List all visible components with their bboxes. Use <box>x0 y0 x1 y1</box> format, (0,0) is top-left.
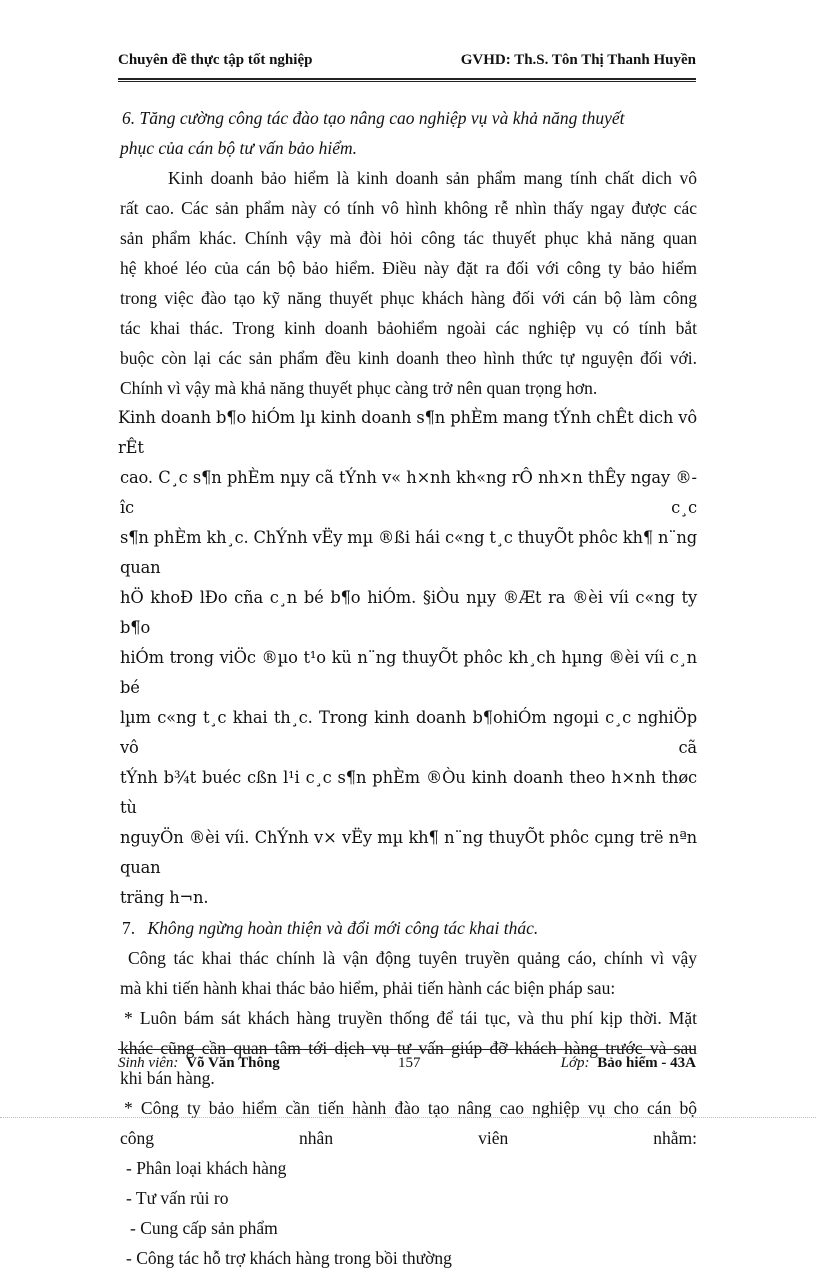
footer-student <box>118 1055 280 1072</box>
page-number: 157 <box>398 1055 421 1071</box>
section-6-paragraph-line: rất cao. Các sản phẩm này có tính vô hình không rễ nhìn thấy ngay được các <box>120 198 697 218</box>
bullet-1-line: khi bán hàng. <box>120 1068 215 1088</box>
section-7-intro-line: Công tác khai thác chính là vận động tuyên truyền quảng cáo, chính vì vậy <box>128 948 697 968</box>
garbled-paragraph-line: hiÓm trong viÖc ®µo t¹o kü n¨ng thuyÕt phôc kh¸ch hµng ®èi víi c¸n bé <box>120 648 697 697</box>
page-footer <box>118 1055 696 1075</box>
list-item: - Phân loại khách hàng <box>126 1158 287 1178</box>
section-7-heading <box>120 913 697 943</box>
garbled-paragraph-line: s¶n phÈm kh¸c. ChÝnh vËy mµ ®ßi hái c«ng t¸c thuyÕt phôc kh¶ n¨ng quan <box>120 528 697 577</box>
page-header <box>118 52 696 74</box>
footer-class-name: Bảo hiểm - 43A <box>597 1055 696 1071</box>
footer-class <box>561 1055 696 1072</box>
garbled-paragraph-line: nguyÖn ®èi víi. ChÝnh v× vËy mµ kh¶ n¨ng thuyÕt phôc cµng trë nªn quan <box>120 828 697 877</box>
garbled-paragraph-line: lµm c«ng t¸c khai th¸c. Trong kinh doanh b¶ohiÓm ngoµi c¸c nghiÖp vô cã <box>120 708 697 757</box>
header-advisor: GVHD: Th.S. Tôn Thị Thanh Huyền <box>460 52 696 68</box>
list-item: - Cung cấp sản phẩm <box>130 1218 278 1238</box>
footer-student-name: Võ Văn Thông <box>186 1055 280 1071</box>
page-edge-dotted-line <box>0 1117 816 1118</box>
list-item: - Tư vấn rủi ro <box>126 1188 229 1208</box>
section-6-paragraph-line: Chính vì vậy mà khả năng thuyết phục càng trở nên quan trọng hơn. <box>120 378 598 398</box>
list-item: - Công tác hỗ trợ khách hàng trong bồi thường <box>126 1248 452 1268</box>
garbled-paragraph-line: träng h¬n. <box>120 888 209 907</box>
page-body <box>120 103 697 1273</box>
section-7-number: 7. <box>122 918 136 938</box>
section-6-paragraph-line: hệ khoé léo của cán bộ bảo hiểm. Điều này đặt ra đối với công ty bảo hiểm <box>120 258 697 278</box>
bullet-2-line: * Công ty bảo hiểm cần tiến hành đào tạo nâng cao nghiệp vụ cho cán bộ <box>124 1098 697 1118</box>
section-7-intro-line: mà khi tiến hành khai thác bảo hiểm, phải tiến hành các biện pháp sau: <box>120 978 616 998</box>
footer-rule <box>118 1049 696 1050</box>
footer-student-label: Sinh viên: <box>118 1055 179 1071</box>
garbled-paragraph-line: Kinh doanh b¶o hiÓm lµ kinh doanh s¶n phÈm mang tÝnh chÊt dich vô rÊt <box>118 408 697 457</box>
section-6-paragraph-line: tác khai thác. Trong kinh doanh bảohiểm ngoài các nghiệp vụ có tính bắt <box>120 318 697 338</box>
footer-class-label: Lớp: <box>560 1055 590 1071</box>
header-rule-thin <box>118 81 696 82</box>
section-7-title: Không ngừng hoàn thiện và đổi mới công tác khai thác. <box>147 918 539 938</box>
bullet-2-line: công nhân viên nhằm: <box>120 1128 697 1148</box>
garbled-paragraph-line: tÝnh b¾t buéc cßn l¹i c¸c s¶n phÈm ®Òu kinh doanh theo h×nh thøc tù <box>120 768 697 817</box>
section-6-paragraph-line: sản phẩm khác. Chính vậy mà đòi hỏi công tác thuyết phục khả năng quan <box>120 228 697 248</box>
section-6-paragraph-line: trong việc đào tạo kỹ năng thuyết phục khách hàng đối với cán bộ làm công <box>120 288 697 308</box>
header-title: Chuyên đề thực tập tốt nghiệp <box>118 52 313 68</box>
bullet-1-line: * Luôn bám sát khách hàng truyền thống để tái tục, và thu phí kịp thời. Mặt <box>124 1008 697 1028</box>
section-6-heading-line-2: phục của cán bộ tư vấn bảo hiểm. <box>120 138 357 158</box>
section-6-paragraph-line: buộc còn lại các sản phẩm đều kinh doanh theo hình thức tự nguyện đối với. <box>120 348 697 368</box>
garbled-paragraph-line: hÖ khoÐ lÐo cña c¸n bé b¶o hiÓm. §iÒu nµy ®Æt ra ®èi víi c«ng ty b¶o <box>120 588 697 637</box>
section-6-heading-line-1: 6. Tăng cường công tác đào tạo nâng cao nghiệp vụ và khả năng thuyết <box>122 108 625 128</box>
section-6-paragraph-line: Kinh doanh bảo hiểm là kinh doanh sản phẩm mang tính chất dich vô <box>168 168 697 188</box>
header-rule <box>118 78 696 80</box>
bullet-1-line: khác cũng cần quan tâm tới dịch vụ tư vấn giúp đỡ khách hàng trước và sau <box>120 1038 697 1058</box>
garbled-paragraph-line: cao. C¸c s¶n phÈm nµy cã tÝnh v« h×nh kh«ng rÔ nh×n thÊy ngay ®îc c¸c <box>120 468 697 517</box>
